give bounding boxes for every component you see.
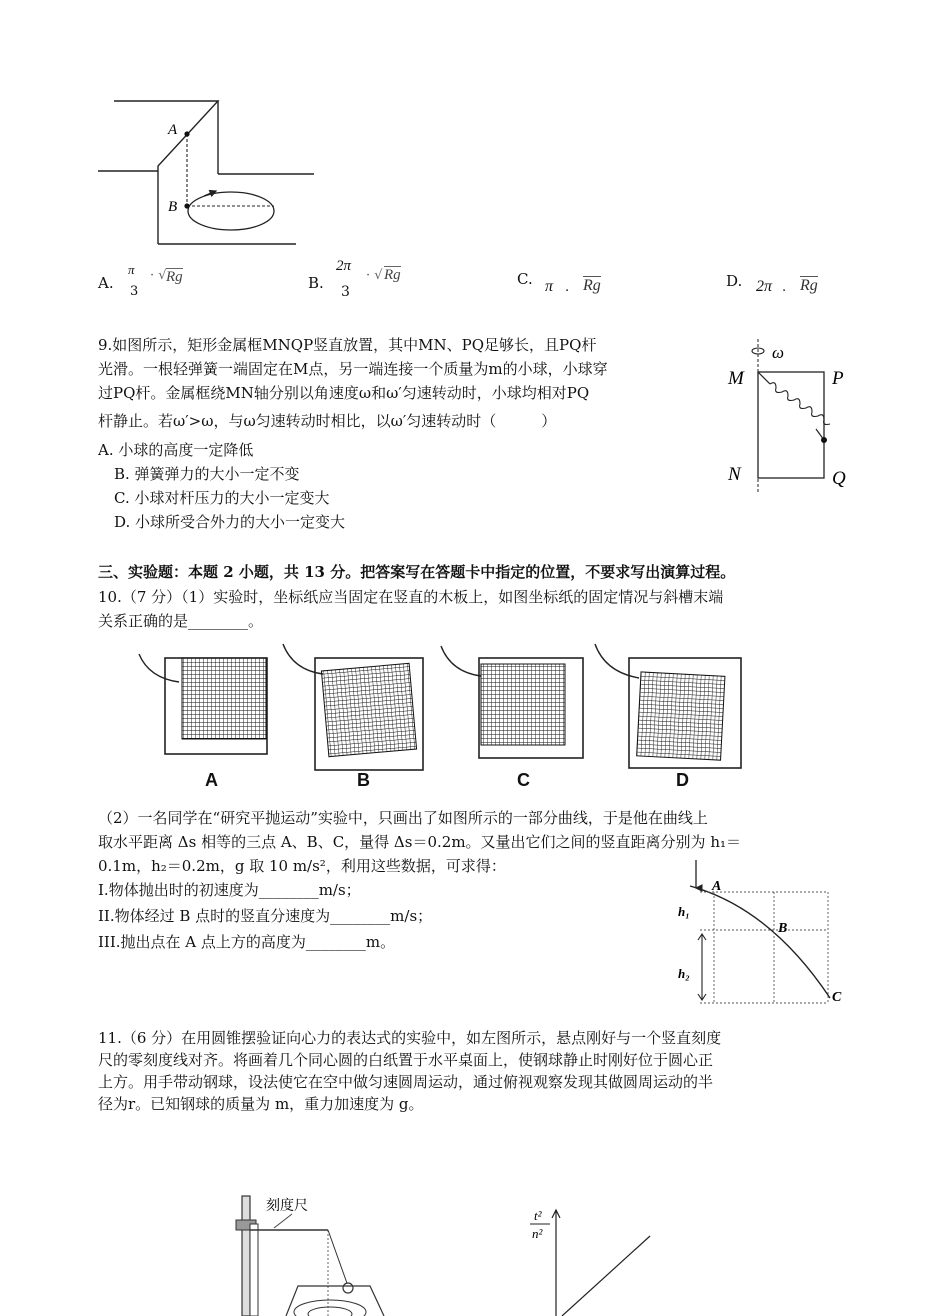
q11-pendulum-figure	[230, 1190, 400, 1316]
q9-frame-figure	[724, 334, 864, 494]
svg-text:B: B	[778, 921, 788, 936]
q10-line-2: 关系正确的是________。	[98, 612, 264, 630]
grid-label-a: A	[205, 770, 218, 790]
section-heading: 三、实验题：本题 2 小题，共 13 分。把答案写在答题卡中指定的位置，不要求写出演算过程。	[98, 563, 736, 581]
q9-line-3: 过PQ杆。金属框绕MN轴分别以角速度ω和ω′匀速转动时，小球均相对PQ	[98, 384, 590, 402]
svg-text:B: B	[168, 199, 178, 215]
svg-text:ω: ω	[772, 343, 785, 362]
svg-text:h₂: h₂	[678, 966, 690, 981]
grid-label-c: C	[517, 770, 530, 790]
svg-text:A: A	[168, 122, 178, 138]
q10-curve-figure	[660, 858, 860, 1010]
q9-option-c[interactable]: C. 小球对杆压力的大小一定变大	[114, 489, 330, 507]
q11-graph-figure	[520, 1200, 670, 1316]
q10-sub-1[interactable]: I.物体抛出时的初速度为________m/s；	[98, 881, 361, 899]
svg-text:C: C	[832, 990, 842, 1005]
svg-text:Q: Q	[832, 468, 846, 489]
q11-line-3: 上方。用手带动钢球，设法使它在空中做匀速圆周运动，通过俯视观察发现其做圆周运动的半	[98, 1073, 714, 1091]
svg-text:M: M	[728, 368, 744, 389]
q11-line-2: 尺的零刻度线对齐。将画着几个同心圆的白纸置于水平桌面上，使钢球静止时刚好位于圆心正	[98, 1051, 714, 1069]
q11-line-4: 径为r。已知钢球的质量为 m，重力加速度为 g。	[98, 1095, 424, 1113]
q8-option-c[interactable]: C. π . Rg	[517, 270, 601, 295]
svg-text:n²: n²	[532, 1226, 543, 1241]
q8-figure	[96, 96, 316, 251]
svg-text:N: N	[728, 464, 741, 485]
q9-line-1: 9.如图所示，矩形金属框MNQP竖直放置，其中MN、PQ足够长，且PQ杆	[98, 336, 597, 354]
q10-part2-line-2: 取水平距离 Δs 相等的三点 A、B、C，量得 Δs＝0.2m。又量出它们之间的竖直距离分别为 h₁＝	[98, 833, 741, 851]
svg-text:t²: t²	[534, 1208, 542, 1223]
svg-text:h₁: h₁	[678, 904, 690, 919]
q10-sub-3[interactable]: III.抛出点在 A 点上方的高度为________m。	[98, 933, 396, 951]
grid-label-b: B	[357, 770, 370, 790]
q9-option-a[interactable]: A. 小球的高度一定降低	[98, 441, 254, 459]
q9-option-b[interactable]: B. 弹簧弹力的大小一定不变	[114, 465, 300, 483]
q10-part2-line-1: （2）一名同学在“研究平抛运动”实验中，只画出了如图所示的一部分曲线，于是他在曲线上	[98, 809, 708, 827]
svg-text:A: A	[712, 879, 722, 894]
q10-part2-line-3: 0.1m，h₂＝0.2m，g 取 10 m/s²，利用这些数据，可求得：	[98, 857, 506, 875]
q9-line-4: 杆静止。若ω′>ω，与ω匀速转动时相比，以ω′匀速转动时（ ）	[98, 412, 557, 430]
q10-grid-figures	[135, 642, 755, 797]
q9-line-2: 光滑。一根轻弹簧一端固定在M点，另一端连接一个质量为m的小球，小球穿	[98, 360, 608, 378]
svg-text:刻度尺: 刻度尺	[266, 1199, 308, 1214]
q8-option-d[interactable]: D. 2π . Rg	[726, 272, 818, 295]
q9-option-d[interactable]: D. 小球所受合外力的大小一定变大	[114, 513, 346, 531]
q10-sub-2[interactable]: II.物体经过 B 点时的竖直分速度为________m/s；	[98, 907, 433, 925]
q10-line-1: 10.（7 分）（1）实验时，坐标纸应当固定在竖直的木板上，如图坐标纸的固定情况与斜槽末端	[98, 588, 724, 606]
grid-label-d: D	[676, 770, 689, 790]
svg-text:P: P	[832, 368, 844, 389]
q11-line-1: 11.（6 分）在用圆锥摆验证向心力的表达式的实验中，如左图所示，悬点刚好与一个竖直刻度	[98, 1029, 722, 1047]
